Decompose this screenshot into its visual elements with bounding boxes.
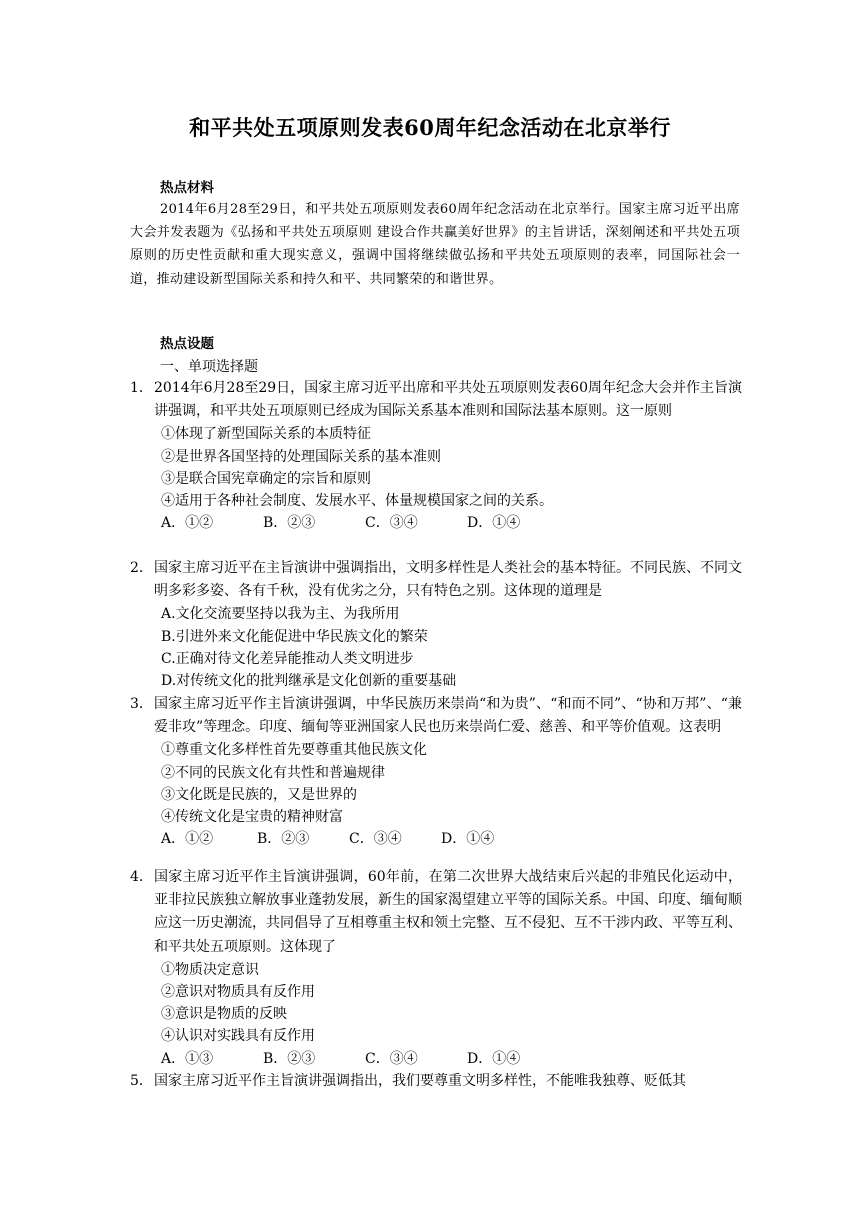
page-title: 和平共处五项原则发表60周年纪念活动在北京举行 xyxy=(189,115,671,140)
question-4 xyxy=(130,866,742,1070)
question-5 xyxy=(130,1070,742,1093)
choice-d: D．①④ xyxy=(441,831,495,848)
choice-c: C．③④ xyxy=(365,515,418,532)
choice-d: D．①④ xyxy=(467,515,521,532)
question-number: 5． xyxy=(130,1073,153,1089)
statement-option: ④认识对实践具有反作用 xyxy=(161,1028,315,1045)
statement-option: ③文化既是民族的，又是世界的 xyxy=(161,786,357,803)
choice-a: A．①② xyxy=(161,515,214,532)
question-type: 一、单项选择题 xyxy=(160,359,258,375)
question-number: 3． xyxy=(130,696,153,712)
choice-b: B．②③ xyxy=(257,831,310,848)
answer-option-c: C.正确对待文化差异能推动人类文明进步 xyxy=(161,650,414,667)
material-text: 2014年6月28至29日，和平共处五项原则发表60周年纪念活动在北京举行。国家主席习近平出席大会并发表题为《弘扬和平共处五项原则 建设合作共赢美好世界》的主旨讲话，深刻阐述和平共处五项原则的历史性贡献和重大现实意义，强调中国将继续做弘扬和平共处五项原则的表率，同国际社会一道，推动建设新型国际关系和持久和平、共同繁荣的和谐世界。 xyxy=(130,202,740,287)
answer-option-b: B.引进外来文化能促进中华民族文化的繁荣 xyxy=(161,628,428,645)
answer-option-a: A.文化交流要坚持以我为主、为我所用 xyxy=(161,606,400,623)
question-stem xyxy=(130,866,742,959)
question-stem xyxy=(130,693,742,739)
question-stem xyxy=(130,557,742,603)
question-text: 2014年6月28至29日，国家主席习近平出席和平共处五项原则发表60周年纪念大会并作主旨演讲强调，和平共处五项原则已经成为国际关系基本准则和国际法基本原则。这一原则 xyxy=(154,380,742,420)
question-text: 国家主席习近平作主旨演讲强调指出，我们要尊重文明多样性，不能唯我独尊、贬低其 xyxy=(154,1073,686,1089)
statement-option: ③是联合国宪章确定的宗旨和原则 xyxy=(161,470,371,487)
statement-option: ②不同的民族文化有共性和普遍规律 xyxy=(161,764,385,781)
answer-choices xyxy=(161,1048,742,1070)
statement-option: ①物质决定意识 xyxy=(161,961,259,978)
statement-option: ④适用于各种社会制度、发展水平、体量规模国家之间的关系。 xyxy=(161,493,553,510)
question-number: 2． xyxy=(130,560,153,576)
choice-b: B．②③ xyxy=(263,1050,316,1067)
choice-b: B．②③ xyxy=(263,515,316,532)
choice-a: A．①③ xyxy=(161,1050,214,1067)
choice-a: A．①② xyxy=(161,831,214,848)
statement-option: ①尊重文化多样性首先要尊重其他民族文化 xyxy=(161,742,427,759)
statement-option: ②意识对物质具有反作用 xyxy=(161,984,315,1001)
question-number: 1． xyxy=(130,380,153,396)
answer-option-d: D.对传统文化的批判继承是文化创新的重要基础 xyxy=(161,673,457,690)
question-1 xyxy=(130,377,742,534)
question-text: 国家主席习近平在主旨演讲中强调指出，文明多样性是人类社会的基本特征。不同民族、不同文明多彩多姿、各有千秋，没有优劣之分，只有特色之别。这体现的道理是 xyxy=(154,560,742,600)
choice-c: C．③④ xyxy=(349,831,402,848)
statement-option: ①体现了新型国际关系的本质特征 xyxy=(161,426,371,443)
question-text: 国家主席习近平作主旨演讲强调，60年前，在第二次世界大战结束后兴起的非殖民化运动中，亚非拉民族独立解放事业蓬勃发展，新生的国家渴望建立平等的国际关系。中国、印度、缅甸顺应这一历史潮流，共同倡导了互相尊重主权和领土完整、互不侵犯、互不干涉内政、平等互利、和平共处五项原则。这体现了 xyxy=(154,869,742,955)
questions-heading: 热点设题 xyxy=(160,336,214,352)
material-heading: 热点材料 xyxy=(160,180,214,196)
choice-c: C．③④ xyxy=(365,1050,418,1067)
statement-option: ②是世界各国坚持的处理国际关系的基本准则 xyxy=(161,448,441,465)
choice-d: D．①④ xyxy=(467,1050,521,1067)
question-number: 4． xyxy=(130,869,153,885)
statement-option: ③意识是物质的反映 xyxy=(161,1006,287,1023)
answer-choices xyxy=(161,512,742,534)
question-2 xyxy=(130,557,742,692)
question-stem xyxy=(130,1070,742,1093)
answer-choices xyxy=(161,828,742,850)
question-3 xyxy=(130,693,742,850)
question-stem xyxy=(130,377,742,423)
statement-option: ④传统文化是宝贵的精神财富 xyxy=(161,809,343,826)
question-text: 国家主席习近平作主旨演讲强调，中华民族历来崇尚“和为贵”、“和而不同”、“协和万邦”、“兼爱非攻”等理念。印度、缅甸等亚洲国家人民也历来崇尚仁爱、慈善、和平等价值观。这表明 xyxy=(154,696,742,736)
